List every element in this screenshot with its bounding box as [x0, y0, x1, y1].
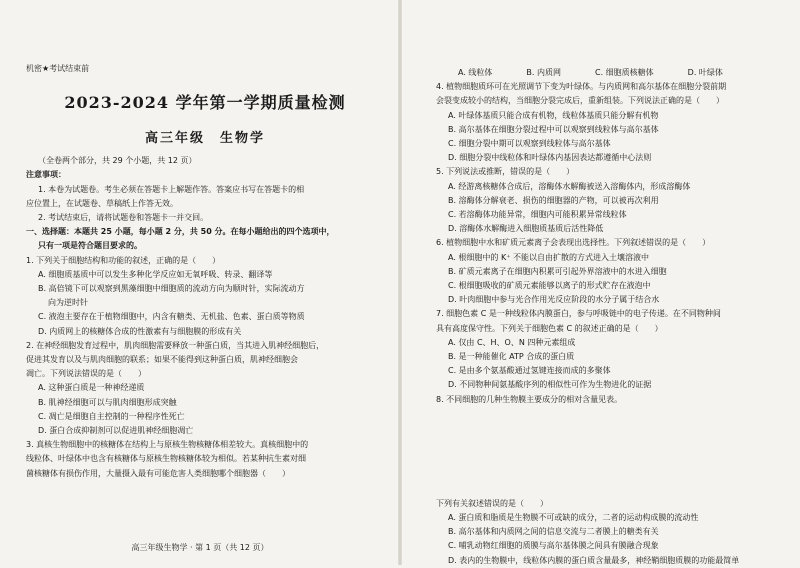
notice-heading: 注意事项：	[26, 170, 66, 180]
question-2-cont: 促进其发育以及与肌肉细胞的联系；如果不能得到这种蛋白质，肌神经细胞会	[26, 355, 298, 365]
q3-options	[436, 66, 780, 80]
q5-option-d: D. 溶酶体水解酶进入细胞质基质后活性降低	[448, 224, 604, 234]
page-right	[400, 0, 800, 565]
q1-option-d: D. 内质网上的核糖体合成的性激素有与细胞膜的形成有关	[38, 326, 242, 336]
exam-info: （全卷两个部分，共 29 个小题，共 12 页）	[38, 156, 197, 166]
question-5: 5. 下列说法或推断，错误的是（ ）	[436, 167, 575, 177]
question-3-cont: 线粒体、叶绿体中也含有核糖体与原核生物核糖体较为相似。若某种抗生素对细	[26, 454, 306, 464]
q8-option-c: C. 哺乳动物红细胞的质膜与高尔基体膜之间具有膜融合现象	[448, 541, 659, 551]
question-2-cont2: 凋亡。下列说法错误的是（ ）	[26, 369, 146, 379]
question-7: 7. 细胞色素 C 是一种线粒体内膜蛋白，参与呼吸链中的电子传递。在不同物种间	[436, 309, 721, 319]
q6-option-d: D. 叶肉细胞中参与光合作用光反应阶段的水分子属于结合水	[448, 295, 660, 305]
question-2: 2. 在神经细胞发育过程中，肌肉细胞需要释放一种蛋白质，当其进入肌神经细胞后，	[26, 340, 325, 350]
q3-option-d: D. 叶绿体	[687, 68, 723, 77]
question-4-cont: 会裂变成较小的结构，当细胞分裂完成后，重新组装。下列说法正确的是（ ）	[436, 96, 724, 106]
question-8-stem: 下列有关叙述错误的是（ ）	[436, 498, 548, 508]
q7-option-d: D. 不同物种间氨基酸序列的相似性可作为生物进化的证据	[448, 380, 652, 390]
notice-1-cont: 应位置上，在试题卷、草稿纸上作答无效。	[26, 198, 178, 208]
table-area-blank	[436, 407, 780, 497]
q2-option-b: B. 肌神经细胞可以与肌肉细胞形成突触	[38, 397, 177, 407]
q1-option-a: A. 细胞质基质中可以发生多种化学反应如无氧呼吸、转录、翻译等	[38, 269, 273, 279]
q7-option-b: B. 是一种能催化 ATP 合成的蛋白质	[448, 352, 575, 362]
q5-option-c: C. 若溶酶体功能异常，细胞内可能积累异常线粒体	[448, 210, 627, 220]
q8-option-b: B. 高尔基体和内质网之间的信息交流与二者膜上的糖类有关	[448, 527, 659, 537]
q6-option-c: C. 根细胞吸收的矿质元素能够以离子的形式贮存在液泡中	[448, 281, 651, 291]
q6-option-a: A. 根细胞中的 K⁺ 不能以自由扩散的方式进入土壤溶液中	[448, 252, 649, 262]
section-1-heading-cont: 只有一项是符合题目要求的。	[38, 241, 142, 251]
page-left	[0, 0, 400, 565]
exam-subtitle: 高三年级 生物学	[144, 131, 265, 147]
notice-1: 1. 本卷为试题卷。考生必须在答题卡上解题作答。答案应书写在答题卡的相	[38, 184, 305, 194]
page-footer: 高三年级生物学 · 第 1 页（共 12 页）	[131, 543, 269, 552]
q7-option-a: A. 仅由 C、H、O、N 四种元素组成	[448, 337, 576, 347]
question-4: 4. 植物细胞质环可在光照调节下变为叶绿体。与内质网和高尔基体在细胞分裂前期	[436, 82, 727, 92]
notice-2: 2. 考试结束后，请将试题卷和答题卡一并交回。	[38, 213, 209, 223]
question-7-cont: 具有高度保守性。下列关于细胞色素 C 的叙述正确的是（ ）	[436, 323, 663, 333]
q2-option-a: A. 这种蛋白质是一种神经递质	[38, 383, 145, 393]
q1-option-c: C. 液泡主要存在于植物细胞中，内含有糖类、无机盐、色素、蛋白质等物质	[38, 312, 305, 322]
exam-title: 2023-2024 学年第一学期质量检测	[64, 93, 346, 113]
q1-option-b-cont: 向为逆时针	[48, 298, 88, 308]
question-1: 1. 下列关于细胞结构和功能的叙述，正确的是（ ）	[26, 255, 221, 265]
q3-option-c: C. 细胞质核糖体	[595, 68, 654, 77]
q3-option-a: A. 线粒体	[458, 68, 493, 77]
question-3-cont2: 菌核糖体有损伤作用，大量摄入最有可能危害人类细胞哪个细胞器（ ）	[26, 468, 290, 478]
q4-option-b: B. 高尔基体在细胞分裂过程中可以观察到线粒体与高尔基体	[448, 124, 659, 134]
confidential-label: 机密★考试结束前	[26, 64, 90, 73]
q2-option-c: C. 凋亡是细胞自主控制的一种程序性死亡	[38, 411, 185, 421]
question-8: 8. 不同细胞的几种生物膜主要成分的相对含量见表。	[436, 394, 623, 404]
q8-option-d: D. 表内的生物膜中，线粒体内膜的蛋白质含量最多，神经鞘细胞质膜的功能最简单	[448, 555, 740, 565]
section-1-heading: 一、选择题：本题共 25 小题，每小题 2 分，共 50 分。在每小题给出的四个选项中，	[26, 227, 335, 237]
q7-option-c: C. 是由多个氨基酸通过氢键连接而成的多聚体	[448, 366, 611, 376]
q6-option-b: B. 矿质元素离子在细胞内积累可引起外界溶液中的水进入细胞	[448, 266, 667, 276]
q5-option-a: A. 经游离核糖体合成后，溶酶体水解酶被送入溶酶体内，形成溶酶体	[448, 181, 691, 191]
q8-option-a: A. 蛋白质和脂质是生物膜不可或缺的成分，二者的运动构成膜的流动性	[448, 513, 699, 523]
q2-option-d: D. 蛋白合成抑制剂可以促进肌神经细胞凋亡	[38, 426, 194, 436]
question-6: 6. 植物细胞中水和矿质元素离子会表现出选择性。下列叙述错误的是（ ）	[436, 238, 711, 248]
q4-option-d: D. 细胞分裂中线粒体和叶绿体内基因表达都遵循中心法则	[448, 153, 652, 163]
question-3: 3. 真核生物细胞中的核糖体在结构上与原核生物核糖体相差较大。真核细胞中的	[26, 440, 309, 450]
q3-option-b: B. 内质网	[526, 68, 561, 77]
q1-option-b: B. 高倍镜下可以观察到黑藻细胞中细胞质的流动方向为顺时针，实际流动方	[38, 284, 305, 294]
q4-option-c: C. 细胞分裂中期可以观察到线粒体与高尔基体	[448, 139, 611, 149]
q4-option-a: A. 叶绿体基质只能合成有机物，线粒体基质只能分解有机物	[448, 110, 659, 120]
q5-option-b: B. 溶酶体分解衰老、损伤的细胞器的产物，可以被再次利用	[448, 195, 659, 205]
